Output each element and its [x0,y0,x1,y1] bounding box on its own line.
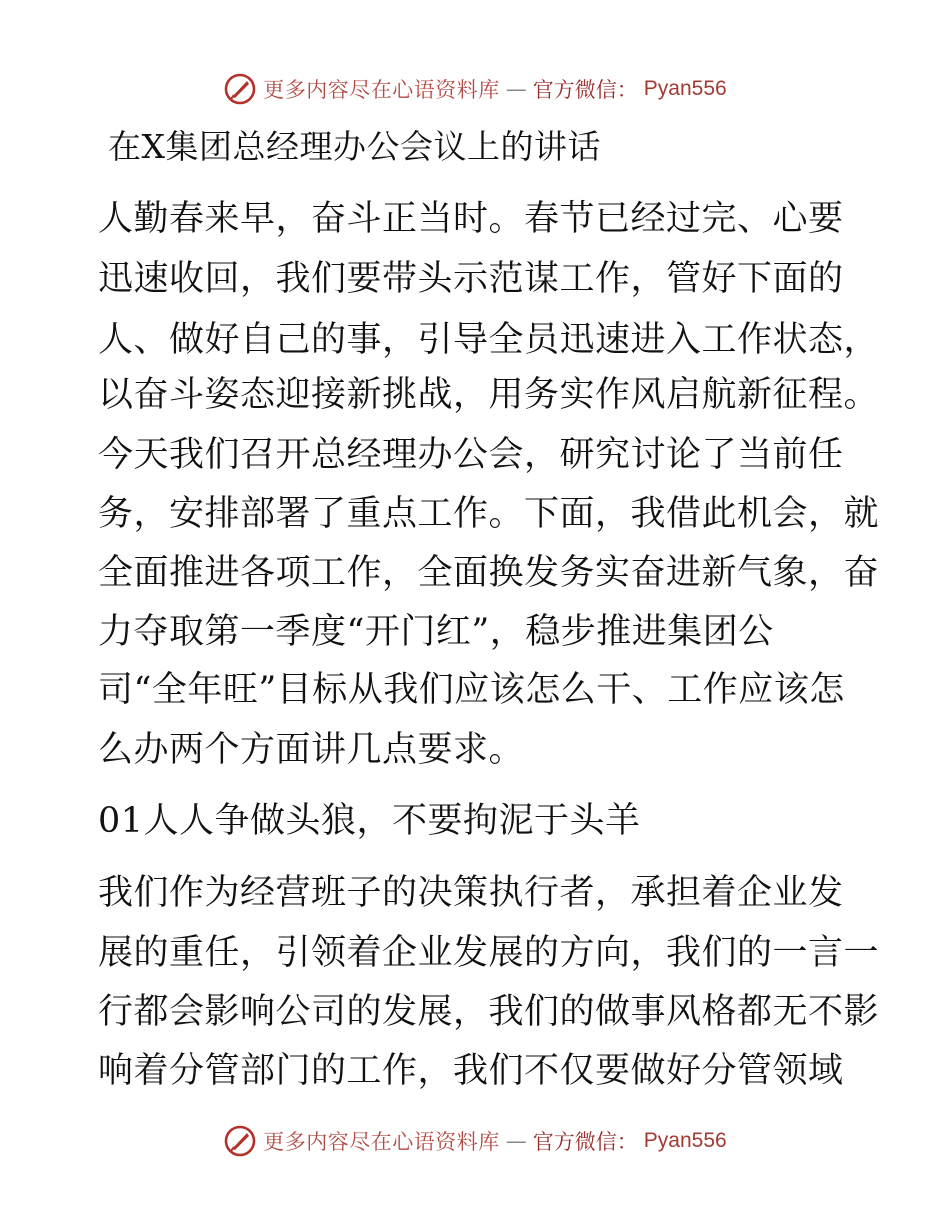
paragraph-line: 务，安排部署了重点工作。下面，我借此机会，就 [98,494,880,534]
paragraph-line: 展的重任，引领着企业发展的方向，我们的一言一 [98,933,880,973]
paragraph-line: 人、做好自己的事，引导全员迅速进入工作状态， [98,320,880,360]
paragraph-line: 司“全年旺”目标从我们应该怎么干、工作应该怎 [98,670,845,710]
banner-text: 更多内容尽在心语资料库 [263,1130,500,1154]
banner-dash: — [505,77,527,101]
section-heading: 01人人争做头狼，不要拘泥于头羊 [98,801,641,841]
banner-dash: — [505,1129,527,1153]
paragraph-line: 以奋斗姿态迎接新挑战，用务实作风启航新征程。 [98,375,880,415]
paragraph-line: 行都会影响公司的发展，我们的做事风格都无不影 [98,992,880,1032]
paragraph-line: 人勤春来早，奋斗正当时。春节已经过完、心要 [98,199,844,239]
paragraph-line: 迅速收回，我们要带头示范谋工作，管好下面的 [98,259,844,299]
footer-banner [0,1124,950,1158]
document-title: 在X集团总经理办公会议上的讲话 [108,127,601,166]
banner-wechat-id: Pyan556 [643,77,727,100]
banner-wechat-label: 官方微信： [532,1130,638,1154]
banner-wechat-label: 官方微信： [532,78,638,102]
paragraph-line: 全面推进各项工作，全面换发务实奋进新气象，奋 [98,553,880,593]
paragraph-line: 么办两个方面讲几点要求。 [98,730,525,770]
header-banner [0,72,950,106]
banner-wechat-id: Pyan556 [643,1129,727,1152]
paragraph-line: 响着分管部门的工作，我们不仅要做好分管领域 [98,1051,844,1091]
quill-logo-icon [223,1124,257,1158]
quill-logo-icon [223,72,257,106]
paragraph-line: 力夺取第一季度“开门红”，稳步推进集团公 [98,612,774,652]
paragraph-line: 我们作为经营班子的决策执行者，承担着企业发 [98,873,844,913]
paragraph-line: 今天我们召开总经理办公会，研究讨论了当前任 [98,435,844,475]
banner-text: 更多内容尽在心语资料库 [263,78,500,102]
